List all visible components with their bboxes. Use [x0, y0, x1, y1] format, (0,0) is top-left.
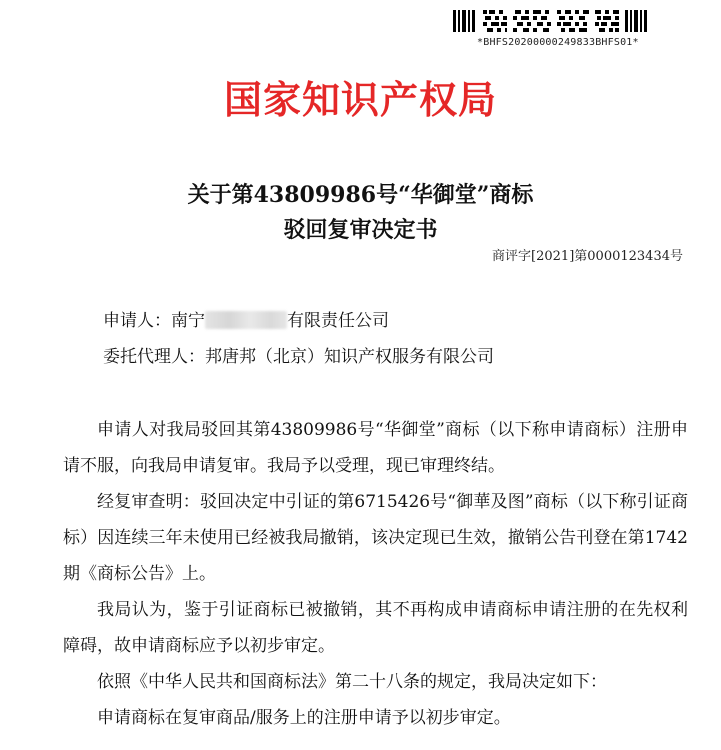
applicant-line: [103, 309, 389, 333]
paragraph-2: 经复审查明：驳回决定中引证的第6715426号“御華及图”商标（以下称引证商标）因连续三年未使用已经被我局撤销，该决定现已生效，撤销公告刊登在第1742期《商标公告》上。: [63, 492, 688, 584]
barcode-image: [453, 8, 653, 38]
document-title-line2: 驳回复审决定书: [283, 217, 438, 243]
redacted-name: [205, 311, 287, 329]
applicant-name-suffix: 有限责任公司: [287, 311, 389, 331]
document-number: 商评字[2021]第0000123434号: [492, 249, 683, 264]
agent-label: 委托代理人：: [103, 347, 205, 367]
applicant-label: 申请人：: [103, 311, 171, 331]
agent-name: 邦唐邦（北京）知识产权服务有限公司: [205, 347, 494, 367]
barcode-text: *BHFS20200000249833BHFS01*: [477, 37, 639, 48]
paragraph-4: 依照《中华人民共和国商标法》第二十八条的规定，我局决定如下：: [97, 672, 607, 692]
paragraph-5: 申请商标在复审商品/服务上的注册申请予以初步审定。: [97, 708, 511, 728]
agency-name: 国家知识产权局: [223, 78, 497, 122]
document-title-line1: 关于第43809986号“华御堂”商标: [187, 182, 534, 208]
agent-line: [103, 345, 494, 369]
barcode: [453, 8, 653, 50]
paragraph-3: 我局认为，鉴于引证商标已被撤销，其不再构成申请商标申请注册的在先权利障碍，故申请商标应予以初步审定。: [63, 600, 688, 656]
applicant-name-prefix: 南宁: [171, 311, 205, 331]
paragraph-1: 申请人对我局驳回其第43809986号“华御堂”商标（以下称申请商标）注册申请不服，向我局申请复审。我局予以受理，现已审理终结。: [63, 420, 688, 476]
